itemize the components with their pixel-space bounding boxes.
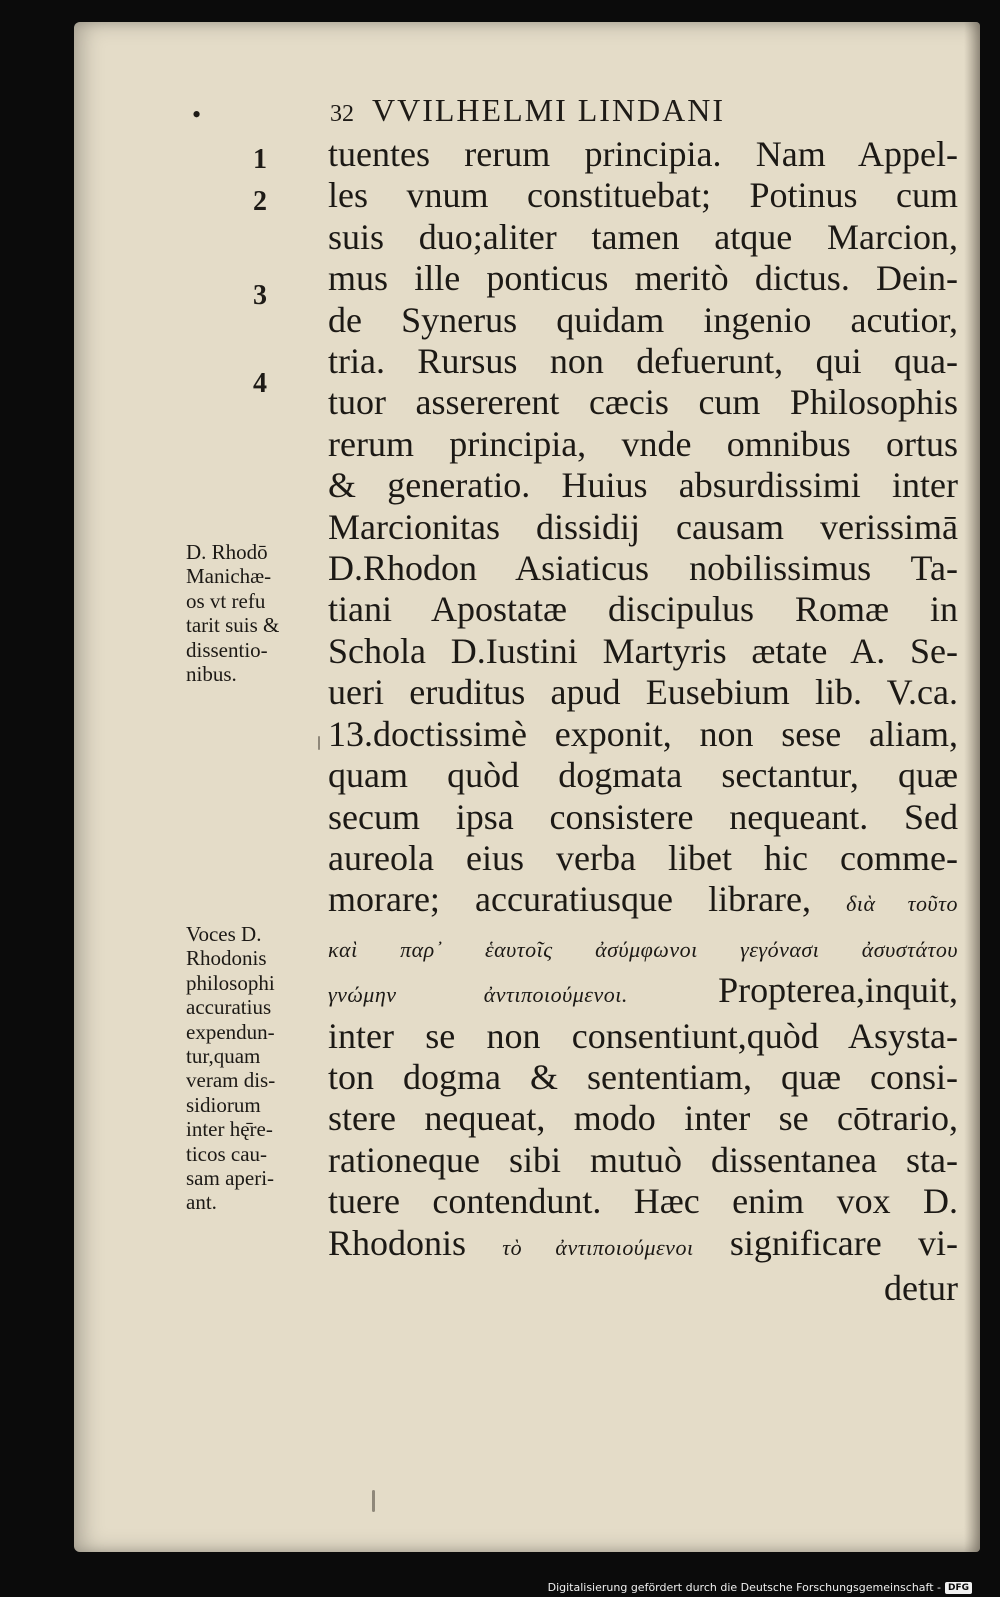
marker-dot: • — [192, 100, 202, 129]
text-line: & generatio. Huius absurdissimi inter — [328, 465, 958, 506]
page-number: 32 — [330, 101, 354, 127]
digitization-credit — [548, 1581, 972, 1594]
text-line: tuere contendunt. Hæc enim vox D. — [328, 1181, 958, 1222]
margin-numeral: 2 — [253, 186, 267, 217]
text-line: secum ipsa consistere nequeant. Sed — [328, 796, 958, 837]
note-line: nibus. — [186, 662, 237, 687]
marginal-note-rhodon — [186, 540, 326, 686]
text-line: tuor assererent cæcis cum Philosophis — [328, 382, 958, 423]
note-line: sidiorum — [186, 1092, 261, 1117]
margin-numeral: 4 — [253, 368, 267, 399]
text-line: Marcionitas dissidij causam verissimā — [328, 506, 958, 547]
text-line: 13.doctissimè exponit, non sese aliam, — [328, 713, 958, 754]
text-line: tuentes rerum principia. Nam Appel- — [328, 134, 958, 174]
text-line-latin: Propterea,inquit, — [718, 970, 958, 1011]
text-line — [328, 879, 958, 924]
main-text-block — [328, 134, 958, 1309]
note-line: Rhodonis — [186, 946, 267, 971]
text-line: les vnum constituebat; Potinus cum — [328, 175, 958, 216]
running-header — [330, 92, 725, 129]
text-line: de Synerus quidam ingenio acutior, — [328, 299, 958, 340]
margin-numeral: 1 — [253, 144, 267, 175]
note-line: Voces D. — [186, 922, 262, 946]
margin-numeral: 3 — [253, 280, 267, 311]
text-line: tiani Apostatæ discipulus Romæ in — [328, 589, 958, 630]
greek-phrase: γνώμην ἀντιποιούμενοι. — [328, 982, 628, 1008]
text-line-latin: Rhodonis — [328, 1222, 467, 1263]
text-line — [328, 1223, 958, 1268]
paper-mark — [372, 1490, 375, 1512]
note-line: os vt refu — [186, 588, 266, 613]
running-title: VVILHELMI LINDANI — [372, 92, 726, 128]
text-line: suis duo;aliter tamen atque Marcion, — [328, 216, 958, 257]
note-line: philosophi — [186, 970, 275, 995]
note-line: D. Rhodō — [186, 540, 268, 564]
credit-text: Digitalisierung gefördert durch die Deutsche Forschungsgemeinschaft - — [547, 1581, 941, 1594]
text-line — [328, 970, 958, 1015]
text-line: tria. Rursus non defuerunt, qui qua- — [328, 341, 958, 382]
marginal-note-voces — [186, 922, 326, 1215]
note-line: veram dis- — [186, 1068, 276, 1093]
text-line: rationeque sibi mutuò dissentanea sta- — [328, 1139, 958, 1180]
text-line: mus ille ponticus meritò dictus. Dein- — [328, 258, 958, 299]
note-line: tur,quam — [186, 1044, 261, 1069]
page-edge-shadow — [964, 22, 980, 1552]
text-line: stere nequeat, modo inter se cōtrario, — [328, 1098, 958, 1139]
text-line: quam quòd dogmata sectantur, quæ — [328, 755, 958, 796]
text-line: D.Rhodon Asiaticus nobilissimus Ta- — [328, 548, 958, 589]
note-line: ticos cau- — [186, 1141, 268, 1166]
note-line: Manichæ- — [186, 564, 272, 589]
note-line: accuratius — [186, 995, 272, 1020]
text-line: ueri eruditus apud Eusebium lib. V.ca. — [328, 672, 958, 713]
text-line-latin: morare; accuratiusque librare, — [328, 879, 812, 920]
text-line — [328, 925, 958, 970]
paper-mark — [318, 736, 320, 750]
note-line: dissentio- — [186, 637, 268, 662]
text-line: ton dogma & sententiam, quæ consi- — [328, 1056, 958, 1097]
note-line: ant. — [186, 1190, 217, 1215]
note-line: expendun- — [186, 1019, 275, 1044]
dfg-logo-icon: DFG — [945, 1582, 972, 1594]
note-line: tarit suis & — [186, 613, 280, 638]
margin-numerals — [240, 140, 280, 420]
text-line: aureola eius verba libet hic comme- — [328, 837, 958, 878]
text-line-latin: significare vi- — [729, 1222, 958, 1263]
text-line: inter se non consentiunt,quòd Asysta- — [328, 1015, 958, 1056]
text-line: rerum principia, vnde omnibus ortus — [328, 423, 958, 464]
note-line: sam aperi- — [186, 1166, 275, 1191]
greek-phrase: καὶ παρ᾽ ἑαυτοῖς ἀσύμφωνοι γεγόνασι ἀσυστάτου — [328, 936, 958, 962]
greek-phrase: τὸ ἀντιποιούμενοι — [502, 1234, 694, 1260]
catchword: detur — [884, 1267, 958, 1308]
note-line: inter hę̄re- — [186, 1117, 273, 1142]
text-line: Schola D.Iustini Martyris ætate A. Se- — [328, 630, 958, 671]
greek-phrase: διὰ τοῦτο — [846, 891, 958, 917]
